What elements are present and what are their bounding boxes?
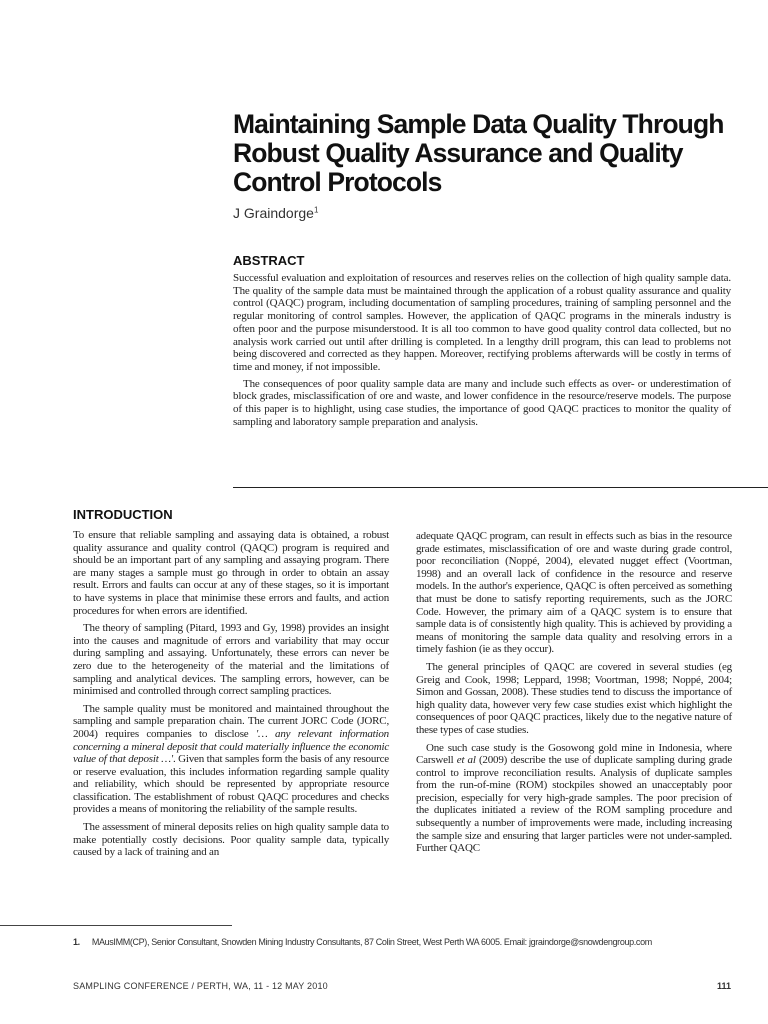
abstract-body — [233, 272, 731, 428]
footnote-divider — [0, 925, 232, 926]
body-paragraph: To ensure that reliable sampling and assaying data is obtained, a robust quality assurance and quality control (QAQC) program is required and should be an important part of any sampling and assaying program. There are many stages a sample must go through in order to obtain an assay result. Errors and faults can occur at any of these stages, so it is important to have systems in place that minimise these errors and faults, and action procedures for when errors are identified. — [73, 529, 389, 617]
body-paragraph: The general principles of QAQC are covered in several studies (eg Greig and Cook, 1998; Leppard, 1998; Voortman, 1998; Noppé, 2004; Simon and Gossan, 2008). These studies tend to discuss the importance of high quality data, however very few case studies exist which highlight the consequences of poor QAQC practices, likely due to the negative nature of these types of case studies. — [416, 660, 732, 736]
author-footnote-mark: 1 — [313, 205, 319, 215]
page-number: 111 — [716, 981, 731, 991]
introduction-heading: INTRODUCTION — [73, 507, 173, 522]
paper-title: Maintaining Sample Data Quality Through Robust Quality Assurance and Quality Control Protocols — [233, 109, 724, 197]
body-paragraph: The theory of sampling (Pitard, 1993 and Gy, 1998) provides an insight into the causes and magnitude of errors and variability that may occur during sampling and assaying. Unfortunately, these errors can never be zero due to the heterogeneity of the material and the limitations of sampling and analytical devices. The sampling errors, however, can be minimised and controlled through correct sampling practices. — [73, 622, 389, 698]
right-column — [416, 530, 732, 860]
body-paragraph: The assessment of mineral deposits relies on high quality sample data to make potentially costly decisions. Poor quality sample data, typically caused by a lack of training and an — [73, 821, 389, 859]
text-run: The sample quality must be monitored and maintained throughout the sampling and sample preparation chain. The current JORC Code (JORC, 2004) requires companies to disclose — [73, 702, 389, 740]
footnote-text: MAusIMM(CP), Senior Consultant, Snowden Mining Industry Consultants, 87 Colin Street, West Perth WA 6005. Email: jgraindorge@snowdengroup.com — [91, 937, 652, 947]
left-column — [73, 529, 389, 864]
body-paragraph — [416, 742, 732, 855]
text-run: . Given that samples form the basis of any resource or reserve evaluation, this includes information regarding sample quality and reliability, which should be represented by appropriate resource classification. The establishment of robust QAQC procedures and checks provides a means of monitoring the reliability of the sample results. — [73, 753, 389, 816]
body-paragraph — [73, 703, 389, 816]
running-footer: SAMPLING CONFERENCE / PERTH, WA, 11 - 12 MAY 2010 — [73, 981, 328, 991]
footnote-number: 1. — [73, 937, 80, 947]
section-divider — [233, 487, 768, 488]
text-run: One such case study is the Gosowong gold mine in Indonesia, where Carswell — [416, 741, 732, 767]
author-line — [233, 205, 318, 221]
text-run: (2009) describe the use of duplicate sampling during grade control to improve reconciliation results. Analysis of duplicate samples from the run-of-mine (ROM) stockpiles showed an unacceptably poor precision, especially for very high-grade samples. The poor precision of the duplicates initiated a review of the ROM sampling procedure and subsequently a number of improvements were made, including increasing the sample size and ensuring that larger particles were not under-sampled. Further QAQC — [416, 754, 733, 855]
jorc-quote: '… any relevant information concerning a mineral deposit that could materially influence the economic value of that deposit …' — [73, 727, 389, 766]
abstract-paragraph: Successful evaluation and exploitation of resources and reserves relies on the collection of high quality sample data. The quality of the sample data must be maintained through the application of a robust quality assurance and quality control (QAQC) program, including documentation of sampling procedures, training of sampling personnel and the regular monitoring of control samples. However, the application of QAQC programs in the minerals industry is often poor and the purpose misunderstood. It is all too common to have good quality control data collected, but no analysis work carried out until after drilling is completed. In a lengthy drill program, this can lead to problems not being discovered and corrected as they happen. Moreover, rectifying problems afterwards will be costly in terms of time and money, if not impossible. — [233, 272, 731, 373]
abstract-heading: ABSTRACT — [233, 253, 305, 268]
body-paragraph: adequate QAQC program, can result in effects such as bias in the resource grade estimates, misclassification of ore and waste during grade control, poor reconciliation (Noppé, 2004), elevated nugget effect (Voortman, 1998) and an overall lack of confidence in the resource and reserve models. In the author's experience, QAQC is often perceived as something that must be done to satisfy reporting requirements, such as the JORC Code. However, the primary aim of a QAQC system is to ensure that sample data is of consistently high quality. This is achieved by providing a means of monitoring the sample data quality and resolving errors in a timely fashion (ie as they occur). — [416, 530, 732, 656]
footnote — [73, 937, 733, 947]
abstract-paragraph: The consequences of poor quality sample data are many and include such effects as over- or underestimation of block grades, misclassification of ore and waste, and lower confidence in the resource/reserve models. The purpose of this paper is to highlight, using case studies, the importance of good QAQC practices to monitor the quality of sampling and laboratory sample preparation and analysis. — [233, 377, 731, 428]
author-name: J Graindorge — [233, 205, 314, 221]
et-al: et al — [456, 754, 476, 767]
